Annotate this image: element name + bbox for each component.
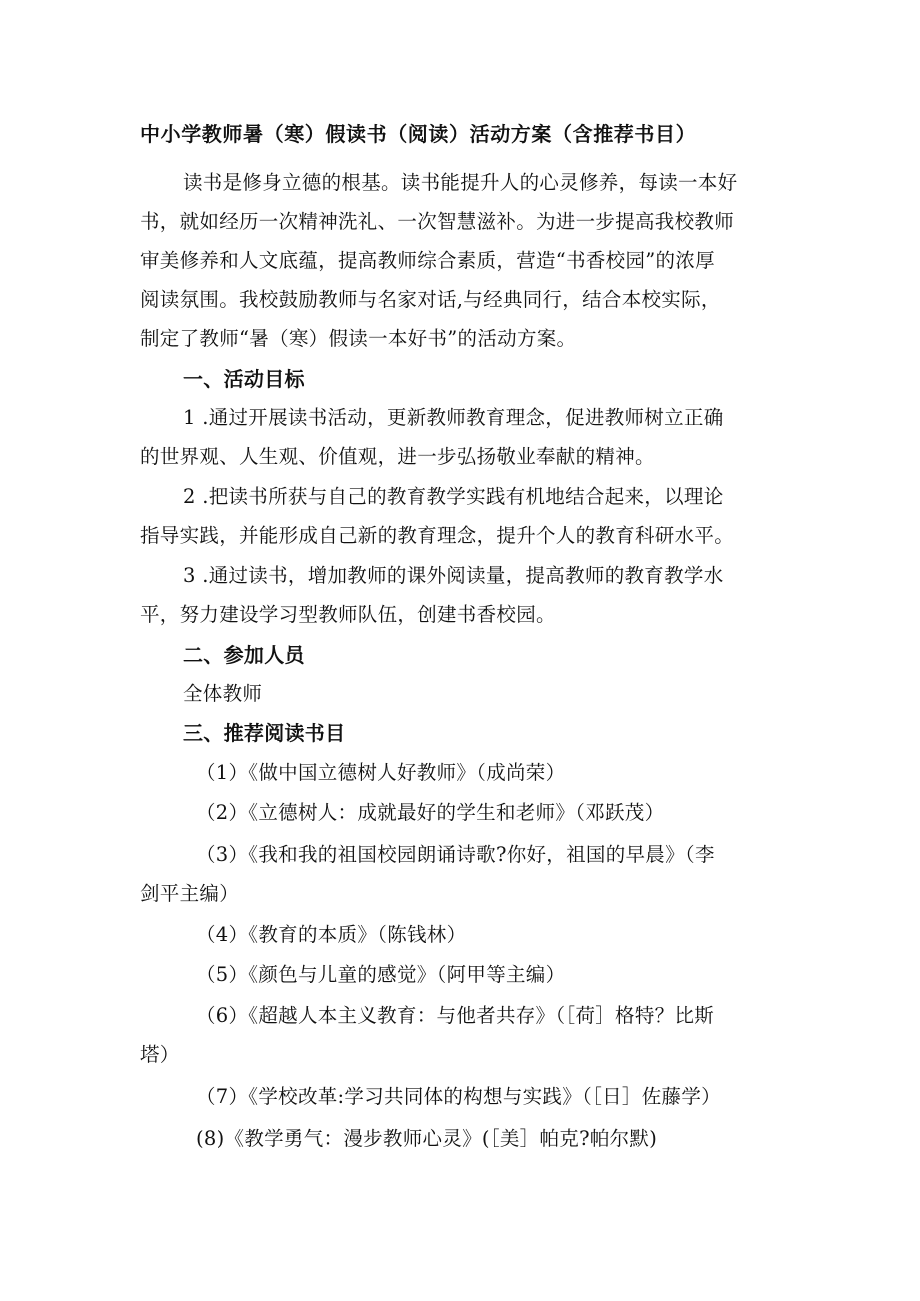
participants-text: 全体教师 bbox=[183, 682, 263, 705]
goal-item: 的世界观、人生观、价值观，进一步弘扬敬业奉献的精神。 bbox=[140, 445, 655, 468]
book-item: （3）《我和我的祖国校园朗诵诗歌?你好，祖国的早晨》（李 bbox=[196, 843, 715, 866]
section-heading-participants: 二、参加人员 bbox=[183, 643, 305, 667]
book-item: （2）《立德树人：成就最好的学生和老师》（邓跃茂） bbox=[196, 801, 665, 824]
intro-line: 书，就如经历一次精神洗礼、一次智慧滋补。为进一步提高我校教师 bbox=[140, 210, 735, 233]
book-item: （1）《做中国立德树人好教师》（成尚荣） bbox=[196, 761, 566, 784]
book-item: 剑平主编） bbox=[140, 882, 240, 905]
goal-item: 2 .把读书所获与自己的教育教学实践有机地结合起来，以理论 bbox=[183, 485, 724, 508]
book-item: （6）《超越人本主义教育：与他者共存》（［荷］格特？比斯 bbox=[196, 1004, 715, 1027]
book-item: (8)《教学勇气：漫步教师心灵》(［美］帕克?帕尔默) bbox=[196, 1127, 658, 1150]
book-item: 塔） bbox=[140, 1043, 180, 1066]
intro-line: 读书是修身立德的根基。读书能提升人的心灵修养，每读一本好 bbox=[183, 171, 738, 194]
intro-line: 阅读氛围。我校鼓励教师与名家对话,与经典同行，结合本校实际， bbox=[140, 288, 721, 311]
goal-item: 1 .通过开展读书活动，更新教师教育理念，促进教师树立正确 bbox=[183, 406, 724, 429]
document-title: 中小学教师暑（寒）假读书（阅读）活动方案（含推荐书目） bbox=[140, 122, 697, 146]
section-heading-books: 三、推荐阅读书目 bbox=[183, 721, 346, 745]
book-item: （4）《教育的本质》（陈钱林） bbox=[196, 923, 467, 946]
goal-item: 指导实践，并能形成自己新的教育理念，提升个人的教育科研水平。 bbox=[140, 524, 735, 547]
book-item: （7）《学校改革:学习共同体的构想与实践》（［日］佐藤学） bbox=[196, 1085, 721, 1108]
intro-line: 审美修养和人文底蕴，提高教师综合素质，营造“书香校园”的浓厚 bbox=[140, 249, 715, 272]
goal-item: 3 .通过读书，增加教师的课外阅读量，提高教师的教育教学水 bbox=[183, 564, 724, 587]
intro-line: 制定了教师“暑（寒）假读一本好书”的活动方案。 bbox=[140, 327, 577, 350]
book-item: （5）《颜色与儿童的感觉》（阿甲等主编） bbox=[196, 963, 566, 986]
goal-item: 平，努力建设学习型教师队伍，创建书香校园。 bbox=[140, 603, 556, 626]
section-heading-goals: 一、活动目标 bbox=[183, 367, 305, 391]
